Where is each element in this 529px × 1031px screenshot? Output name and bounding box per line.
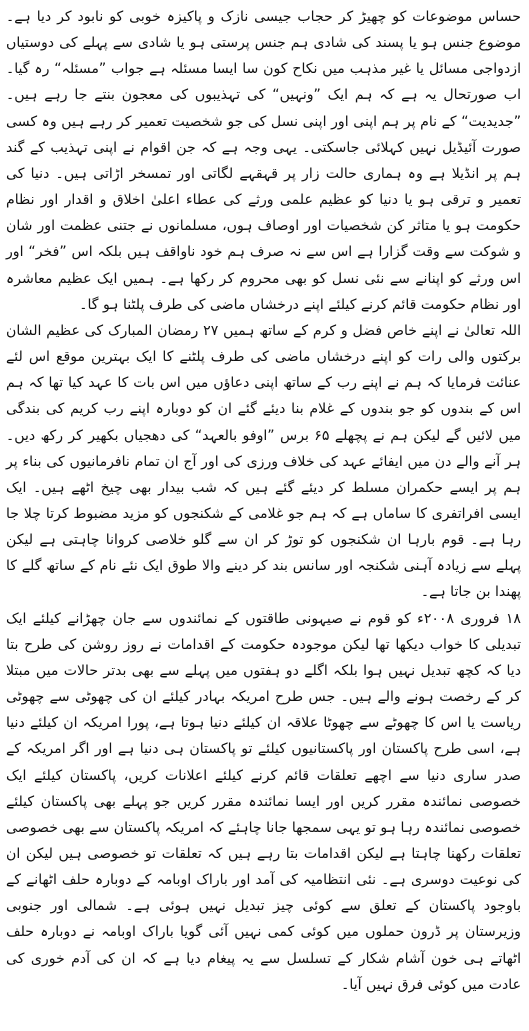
article-paragraph-2: اللہ تعالیٰ نے اپنے خاص فضل و کرم کے ساتھ ہمیں ۲۷ رمضان المبارک کی عظیم الشان برکتوں والی رات کو اپنے درخشاں ماضی کی طرف پلٹنے کا ایک بہترین موقع اس لئے عنائت فرمایا کہ ہم نے اپنے رب کے ساتھ اپنی دعاؤں میں اس بات کا عہد کیا تھا کہ ہم اس کے بندوں کو جو بندوں کے غلام بنا دیئے گئے ان کو دوبارہ اپنے رب کریم کی بندگی میں لائیں گے لیکن ہم نے پچھلے ۶۵ برس ”اوفو بالعہد“ کی دھجیاں بکھیر کر رکھ دیں۔ ہر آنے والے دن میں ایفائے عہد کی خلاف ورزی کی اور آج ان تمام نافرمانیوں کی بناء پر ہم پر ایسے حکمران مسلط کر دیئے گئے ہیں کہ شب بیدار بھی چیخ اٹھے ہیں۔ ایک ایسی افراتفری کا ساماں ہے کہ ہم جو غلامی کے شکنجوں کو مزید مضبوط کرتا چلا جا رہا ہے۔ قوم بارہا ان شکنجوں کو توڑ کر ان سے گلو خلاصی کروانا چاہتی ہے لیکن پہلے سے زیادہ آہنی شکنجہ اور سانس بند کر دینے والا طوق ایک نئے نام کے ساتھ گلے کا پھندا بن جاتا ہے۔ (6, 322, 522, 601)
urdu-article-body (6, 4, 521, 998)
article-paragraph-1: حساس موضوعات کو چھیڑ کر حجاب جیسی نازک و پاکیزہ خوبی کو نابود کر دیا ہے۔ موضوع جنس ہو یا پسند کی شادی ہم جنس پرستی ہو یا شادی سے پہلے کی دوستیاں ازدواجی مسائل یا غیر مذہب میں نکاح کون سا ایسا مسئلہ ہے جواب ”مسئلہ“ رہ گیا۔ اب صورتحال یہ ہے کہ ہم ایک ”ونہیں“ کی تہذیبوں کی معجون بنتے جا رہے ہیں۔ ”جدیدیت“ کے نام پر ہم اپنی اور اپنی نسل کی جو شخصیت تعمیر کر رہے ہیں وہ کسی صورت آئیڈیل نہیں کہلائی جاسکتی۔ یہی وجہ ہے کہ جن اقوام نے اپنی تہذیب کے گند ہم پر انڈیلا ہے وہ ہماری حالت زار پر قہقہے لگاتی اور تمسخر اڑاتی ہیں۔ دنیا کی تعمیر و ترقی ہو یا دنیا کو عظیم علمی ورثے کی عطاء اعلیٰ اخلاق و اقدار اور نظام حکومت ہو یا متاثر کن شخصیات اور اوصاف ہوں، مسلمانوں نے جتنی عظمت اور شان و شوکت سے وقت گزارا ہے اس سے نہ صرف ہم خود ناواقف ہیں بلکہ اس ”فخر“ اور اس ورثے کو اپنانے سے نئی نسل کو بھی محروم کر رکھا ہے۔ ہمیں ایک عظیم معاشرہ اور نظام حکومت قائم کرنے کیلئے اپنے درخشاں ماضی کی طرف پلٹنا ہو گا۔ (6, 9, 521, 313)
article-paragraph-3: ۱۸ فروری ۲۰۰۸ء کو قوم نے صیہونی طاقتوں کے نمائندوں سے جان چھڑانے کیلئے ایک تبدیلی کا خواب دیکھا تھا لیکن موجودہ حکومت کے اقدامات نے روز روشن کی طرح بتا دیا کہ کچھ تبدیل نہیں ہوا بلکہ اگلے دو ہفتوں میں پہلے سے بھی بدتر حالات میں مبتلا کر کے رخصت ہونے والے ہیں۔ جس طرح امریکہ بہادر کیلئے ان کی چھوٹی سے چھوٹی ریاست یا اس کا چھوٹے سے چھوٹا علاقہ ان کیلئے دنیا ہوتا ہے، پورا امریکہ ان کیلئے دنیا ہے، اسی طرح پاکستان اور پاکستانیوں کیلئے تو پاکستان ہی دنیا ہے اور اگر امریکہ کے صدر ساری دنیا سے اچھے تعلقات قائم کرنے کیلئے اعلانات کریں، پاکستان کیلئے ایک خصوصی نمائندہ مقرر کریں اور ایسا نمائندہ مقرر کریں جو پہلے بھی پاکستان کیلئے خصوصی نمائندہ رہا ہو تو یہی سمجھا جانا چاہئے کہ امریکہ پاکستان سے بھی خصوصی تعلقات رکھنا چاہتا ہے لیکن اقدامات بتا رہے ہیں کہ تعلقات تو خصوصی ہیں لیکن ان کی نوعیت دوسری ہے۔ نئی انتظامیہ کی آمد اور باراک اوبامہ کے دوبارہ حلف اٹھانے کے باوجود پاکستان کے تعلق سے کوئی چیز تبدیل نہیں ہوئی ہے۔ شمالی اور جنوبی وزیرستان پر ڈرون حملوں میں کوئی کمی نہیں آئی گویا باراک اوبامہ نے دوبارہ حلف اٹھاتے ہی خون آشام شکار کے تسلسل سے یہ پیغام دیا ہے کہ ان کی آدم خوری کی عادت میں کوئی فرق نہیں آیا۔ (6, 610, 521, 993)
